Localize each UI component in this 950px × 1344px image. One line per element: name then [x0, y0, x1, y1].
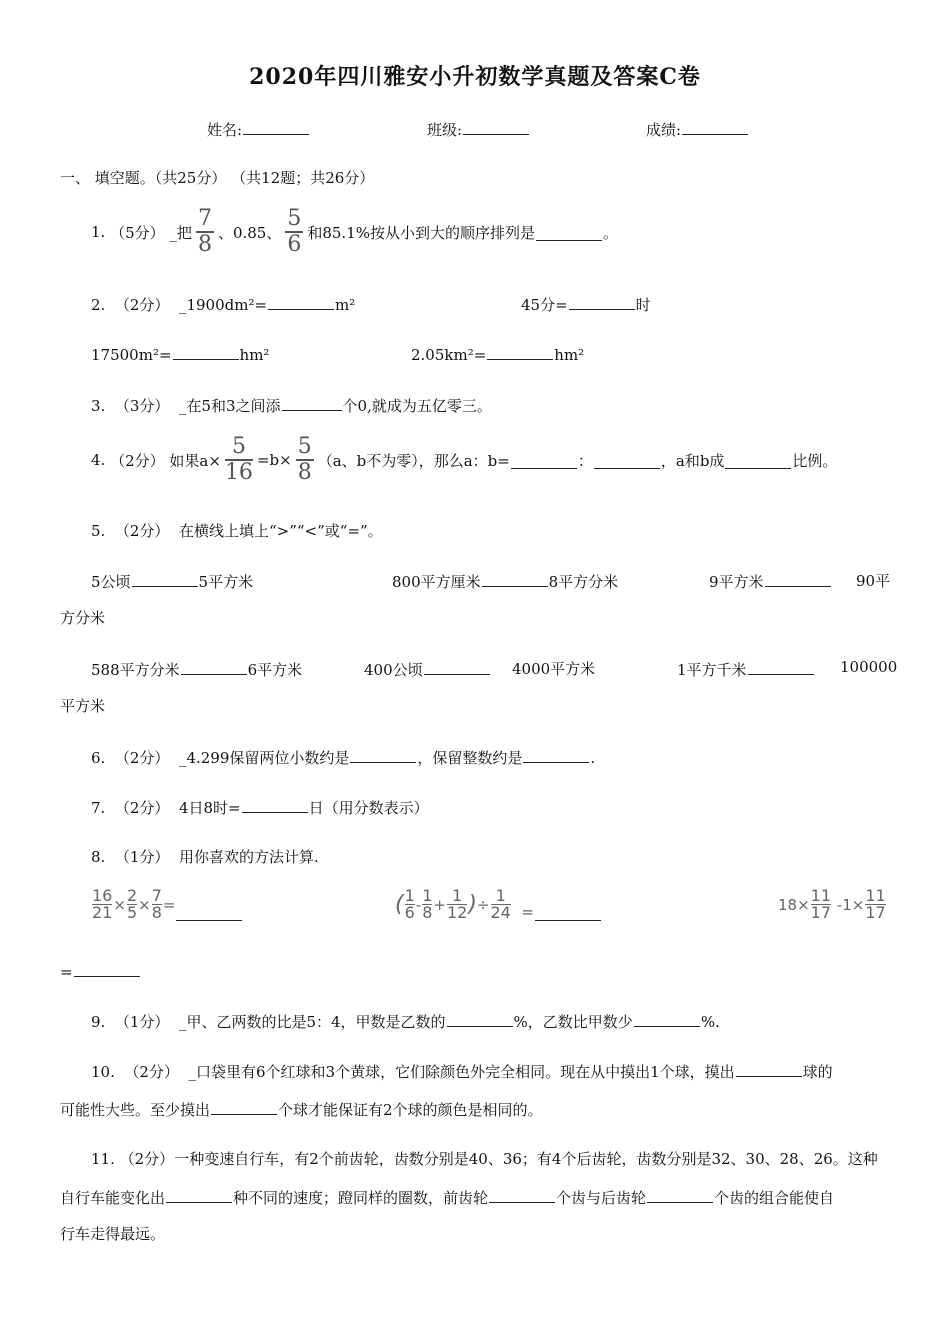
class-blank — [463, 118, 529, 135]
q4-blank-1[interactable] — [511, 452, 577, 469]
question-10-line-2 — [60, 1098, 543, 1120]
q4-post2: ，a和b成 — [660, 451, 725, 470]
divide-sign: ÷ — [476, 895, 490, 914]
num: 16 — [92, 886, 113, 905]
score-field — [646, 118, 749, 140]
q10-points: （2分） — [124, 1063, 179, 1081]
q3-number: 3. — [91, 397, 106, 415]
question-3 — [91, 394, 492, 416]
q5-r2-c-blank[interactable] — [748, 658, 814, 675]
den: 17 — [810, 903, 832, 922]
q8-text: 用你喜欢的方法计算. — [178, 848, 319, 866]
q4-f1-num: 5 — [231, 434, 246, 459]
q4-f1-den: 16 — [224, 460, 253, 485]
q10-l2a: 可能性大些。至少摸出 — [60, 1101, 211, 1119]
q2-a: _1900dm²= — [178, 296, 268, 314]
q11-points: （2分） — [119, 1150, 175, 1168]
q5-r2-b-blank[interactable] — [424, 658, 490, 675]
name-field — [207, 118, 310, 140]
q5-r2-b-right: 4000平方米 — [512, 660, 596, 678]
q1-f1-num: 7 — [197, 206, 212, 231]
question-5 — [91, 520, 383, 541]
q6-end: . — [590, 749, 596, 767]
q6-blank-1[interactable] — [350, 746, 416, 763]
q4-f2-den: 8 — [297, 460, 312, 485]
q8-e3-answer — [60, 960, 141, 981]
question-2-d — [411, 343, 584, 364]
q10-pre: _口袋里有6个红球和3个黄球，它们除颜色外完全相同。现在从中摸出1个球，摸出 — [188, 1063, 735, 1081]
q8-expression-3 — [778, 888, 887, 921]
q11-l2b: 种不同的速度；蹬同样的圈数，前齿轮 — [233, 1189, 489, 1207]
q1-fraction-1 — [196, 208, 214, 256]
q5-r2-c-left: 1平方千米 — [677, 661, 747, 679]
q1-mid: 、0.85、 — [217, 223, 282, 242]
q10-post: 球的 — [802, 1063, 833, 1081]
den: 21 — [92, 903, 113, 922]
q8-e3-mid: -1× — [836, 895, 865, 914]
q2-d-blank[interactable] — [487, 343, 553, 360]
q2-b-blank[interactable] — [569, 293, 635, 310]
q11-blank-3[interactable] — [647, 1186, 713, 1203]
den: 6 — [404, 903, 415, 922]
q5-r2-b-left: 400公顷 — [364, 661, 423, 679]
num: 2 — [126, 886, 138, 905]
name-blank — [243, 118, 309, 135]
q1-fraction-2 — [285, 208, 303, 256]
times-sign: × — [113, 895, 126, 914]
q2-c-unit: hm² — [239, 346, 270, 364]
right-paren: ) — [468, 892, 477, 917]
score-blank — [682, 118, 748, 135]
q6-mid: ，保留整数约是 — [417, 749, 523, 767]
q1-f2-num: 5 — [287, 206, 302, 231]
num: 1 — [404, 886, 415, 905]
q8-expression-1 — [91, 888, 243, 921]
q6-points: （2分） — [114, 749, 170, 767]
q4-post: （a、b不为零），那么a：b= — [317, 451, 510, 470]
q1-pre: _把 — [169, 223, 192, 242]
q9-pre: _甲、乙两数的比是5：4，甲数是乙数的 — [178, 1013, 446, 1031]
question-2-line-1 — [91, 293, 355, 315]
q5-r2-a-left: 588平方分米 — [91, 661, 180, 679]
q1-f1-den: 8 — [197, 232, 212, 257]
q4-blank-3[interactable] — [725, 452, 791, 469]
q5-r1-wrap: 方分米 — [60, 609, 106, 627]
q2-b: 45分= — [521, 296, 568, 314]
page-title: 2020年四川雅安小升初数学真题及答案C卷 — [249, 64, 701, 90]
q8-e2-blank[interactable] — [535, 904, 601, 921]
q4-blank-2[interactable] — [594, 452, 660, 469]
q3-pre: _在5和3之间添 — [178, 397, 281, 415]
minus-sign: - — [415, 895, 422, 914]
q9-end: %. — [700, 1013, 720, 1031]
q5-points: （2分） — [114, 522, 170, 540]
plus-sign: + — [433, 895, 446, 914]
q8-number: 8. — [91, 848, 106, 866]
question-11-line-2 — [60, 1186, 834, 1208]
question-2-c — [91, 343, 269, 364]
q7-blank[interactable] — [242, 796, 308, 813]
q10-number: 10. — [91, 1063, 115, 1081]
question-9 — [91, 1010, 720, 1032]
q2-number: 2. — [91, 296, 106, 314]
q11-blank-2[interactable] — [489, 1186, 555, 1203]
q1-f2-den: 6 — [287, 232, 302, 257]
q2-a-blank[interactable] — [268, 293, 334, 310]
q8-points: （1分） — [114, 848, 170, 866]
q2-a-unit: m² — [335, 296, 356, 314]
score-label: 成绩: — [646, 121, 682, 139]
q9-number: 9. — [91, 1013, 106, 1031]
q2-b-unit: 时 — [635, 296, 651, 314]
q4-end: 比例。 — [792, 451, 838, 470]
name-label: 姓名: — [207, 121, 243, 139]
q5-r1-c-blank[interactable] — [765, 570, 831, 587]
question-6 — [91, 746, 595, 768]
q4-number: 4. — [91, 451, 106, 469]
q5-r1-a-left: 5公顷 — [91, 573, 131, 591]
q4-fraction-1 — [225, 436, 253, 484]
num: 1 — [495, 886, 506, 905]
q1-post: 和85.1%按从小到大的顺序排列是 — [307, 223, 535, 242]
q8-e3-frac-a — [811, 888, 831, 921]
q1-points: （5分） — [110, 223, 165, 242]
question-11-line-3: 行车走得最远。 — [60, 1225, 166, 1243]
q8-e1-frac-b — [127, 888, 137, 921]
q3-post: 个0,就成为五亿零三。 — [342, 397, 492, 415]
q8-e1-blank[interactable] — [176, 904, 242, 921]
times-sign: × — [138, 895, 151, 914]
num: 7 — [151, 886, 162, 905]
q5-r1-b — [392, 570, 618, 592]
q9-points: （1分） — [114, 1013, 170, 1031]
num: 11 — [865, 886, 886, 905]
q11-l1: 一种变速自行车，有2个前齿轮，齿数分别是40、36；有4个后齿轮，齿数分别是32、30、28、26。这种 — [174, 1150, 878, 1168]
q11-l2a: 自行车能变化出 — [60, 1189, 166, 1207]
q10-l2b: 个球才能保证有2个球的颜色是相同的。 — [278, 1101, 543, 1119]
q11-l2d: 个齿的组合能使自 — [714, 1189, 835, 1207]
q8-e1-frac-a — [92, 888, 112, 921]
den: 5 — [126, 903, 138, 922]
question-8 — [91, 846, 319, 867]
den: 12 — [446, 903, 468, 922]
class-label: 班级: — [427, 121, 463, 139]
q3-points: （3分） — [114, 397, 170, 415]
q8-e3-pre: 18× — [778, 895, 810, 914]
q6-number: 6. — [91, 749, 106, 767]
q8-e3-frac-b — [865, 888, 885, 921]
question-7 — [91, 796, 429, 818]
q6-blank-2[interactable] — [523, 746, 589, 763]
q4-pre: 如果a× — [169, 451, 221, 470]
question-10-line-1 — [91, 1060, 833, 1082]
den: 8 — [151, 903, 162, 922]
q5-number: 5. — [91, 522, 106, 540]
num: 1 — [452, 886, 463, 905]
q5-r2-a — [91, 658, 302, 680]
q2-d: 2.05km²= — [411, 346, 487, 364]
q8-e3-blank[interactable] — [74, 960, 140, 977]
q4-colon: ： — [577, 451, 593, 470]
num: 1 — [422, 886, 433, 905]
q5-r2-a-blank[interactable] — [181, 658, 247, 675]
question-4 — [91, 436, 837, 484]
q11-l2c: 个齿与后齿轮 — [556, 1189, 647, 1207]
den: 8 — [422, 903, 433, 922]
q3-blank[interactable] — [282, 394, 342, 411]
question-1 — [91, 208, 618, 256]
q10-blank-1[interactable] — [736, 1060, 802, 1077]
q5-r1-c-right: 90平 — [856, 572, 891, 590]
q11-blank-1[interactable] — [166, 1186, 232, 1203]
q4-mid: =b× — [256, 451, 292, 469]
q11-number: 11. — [91, 1150, 115, 1168]
q4-fraction-2 — [296, 436, 314, 484]
q1-number: 1. — [91, 223, 106, 241]
q2-c-blank[interactable] — [173, 343, 239, 360]
left-paren: ( — [395, 892, 404, 917]
q4-points: （2分） — [110, 451, 165, 470]
q5-r1-c-left: 9平方米 — [709, 573, 764, 591]
q6-pre: _4.299保留两位小数约是 — [178, 749, 350, 767]
q5-r2-b — [364, 658, 491, 680]
q1-answer-blank[interactable] — [536, 224, 602, 241]
den: 24 — [490, 903, 511, 922]
q5-r1-b-blank[interactable] — [482, 570, 548, 587]
class-field — [427, 118, 530, 140]
q5-r2-c — [677, 658, 815, 680]
q5-r2-wrap: 平方米 — [60, 697, 106, 715]
question-11-line-1 — [91, 1148, 878, 1169]
q8-expression-2 — [395, 888, 602, 921]
q5-r2-a-right: 6平方米 — [247, 661, 303, 679]
q5-r1-b-left: 800平方厘米 — [392, 573, 481, 591]
section-heading: 一、 填空题。（共25分） （共12题；共26分） — [60, 169, 375, 187]
equals-sign: = — [60, 963, 73, 981]
q1-end: 。 — [603, 223, 619, 242]
equals-sign: = — [521, 902, 534, 921]
q9-mid: %，乙数比甲数少 — [513, 1013, 633, 1031]
q8-e1-frac-c — [152, 888, 162, 921]
q5-r1-c — [709, 570, 832, 592]
q2-points: （2分） — [114, 296, 170, 314]
q8-e2-frac-d — [491, 888, 511, 921]
den: 17 — [865, 903, 886, 922]
q5-r2-c-right: 100000 — [840, 658, 898, 676]
q2-d-unit: hm² — [554, 346, 585, 364]
q5-r1-a — [91, 570, 253, 592]
q8-e2-frac-b — [422, 888, 432, 921]
q7-number: 7. — [91, 799, 106, 817]
q8-e2-frac-a — [405, 888, 415, 921]
q8-e2-frac-c — [447, 888, 467, 921]
q5-text: 在横线上填上“>”“<”或“=”。 — [178, 522, 383, 540]
q7-post: 日（用分数表示） — [308, 799, 429, 817]
q7-points: （2分） — [114, 799, 170, 817]
q2-c: 17500m²= — [91, 346, 172, 364]
q7-pre: 4日8时= — [178, 799, 241, 817]
q4-f2-num: 5 — [297, 434, 312, 459]
q9-blank-1[interactable] — [447, 1010, 513, 1027]
q5-r1-a-right: 5平方米 — [198, 573, 254, 591]
q9-blank-2[interactable] — [634, 1010, 700, 1027]
q5-r1-b-right: 8平方分米 — [548, 573, 619, 591]
question-2-b — [521, 293, 651, 315]
q10-blank-2[interactable] — [211, 1098, 277, 1115]
q5-r1-a-blank[interactable] — [132, 570, 198, 587]
equals-sign: = — [162, 895, 176, 914]
num: 11 — [810, 886, 832, 905]
